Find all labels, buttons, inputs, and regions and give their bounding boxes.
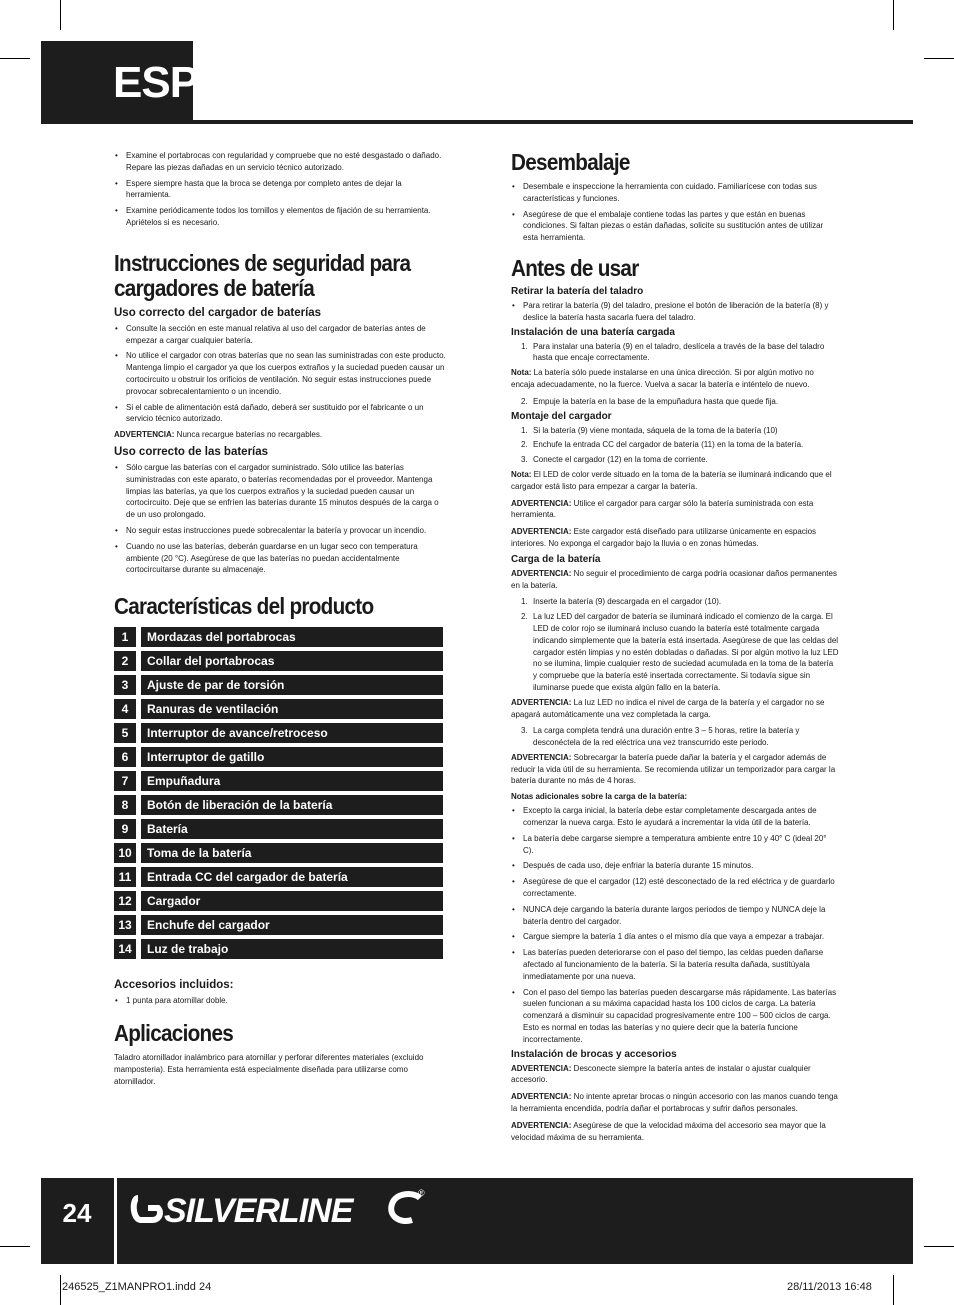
subsection-title: Uso correcto de las baterías xyxy=(114,445,269,458)
registered-mark: ® xyxy=(418,1188,425,1198)
crop-mark xyxy=(0,58,30,59)
feature-row xyxy=(114,675,443,695)
brand-wordmark: SILVERLINE xyxy=(164,1192,353,1230)
list-item: 1. Si la batería (9) viene montada, sáquela de la toma de la batería (10) xyxy=(521,425,778,435)
feature-row xyxy=(114,723,443,743)
note-text: Nota: La batería sólo puede instalarse en una única dirección. Si por algún motivo no encaja adecuadamente, no la fuerce. Vuelva a sacar la batería e inténtelo de nuevo. xyxy=(511,368,814,389)
feature-label: Interruptor de gatillo xyxy=(141,747,443,767)
warning-text: ADVERTENCIA: Utilice el cargador para cargar sólo la batería suministrada con esta herramienta. xyxy=(511,498,814,520)
warning-text: ADVERTENCIA: La luz LED no indica el nivel de carga de la batería y el cargador no se apagará automáticamente una vez completada la carga. xyxy=(511,697,825,719)
features-section xyxy=(114,594,446,963)
feature-label: Mordazas del portabrocas xyxy=(141,627,443,647)
features-table xyxy=(114,623,443,963)
install-steps xyxy=(511,341,839,365)
warning-text: ADVERTENCIA: Nunca recargue baterías no recargables. xyxy=(114,430,323,440)
feature-row xyxy=(114,627,443,647)
left-column xyxy=(114,150,446,1092)
accessories-bullets xyxy=(114,995,446,1007)
charger-bullets xyxy=(114,323,446,425)
feature-label: Cargador xyxy=(141,891,443,911)
warning-text: ADVERTENCIA: Este cargador está diseñado para utilizarse únicamente en espacios interiores. No exponga el cargador bajo la lluvia o en zonas húmedas. xyxy=(511,527,817,548)
silverline-logo xyxy=(130,1184,430,1234)
install-steps xyxy=(511,396,839,408)
feature-number: 7 xyxy=(114,771,136,791)
list-item: • Sólo cargue las baterías con el cargador suministrado. Sólo utilice las baterías suministradas con este aparato, o baterías recomendadas por el proveedor. Mantenga limpias las baterías, ya que los cuerpos extraños y la suciedad pueden causar un cortocircuito. Deje que se enfríen las baterías durante 15 minutos después de la carga o de un uso prolongado. xyxy=(114,462,446,521)
list-item: • Para retirar la batería (9) del taladro, presione el botón de liberación de la batería (8) y deslice la batería hasta sacarla fuera del taladro. xyxy=(511,300,839,324)
header-rule xyxy=(193,120,913,124)
subsection-title: Instalación de brocas y accesorios xyxy=(511,1048,677,1060)
subsection-title: Carga de la batería xyxy=(511,553,601,565)
list-item: • Examine el portabrocas con regularidad y compruebe que no esté desgastado o dañado. Repare las piezas dañadas en un servicio técnico autorizado. xyxy=(114,150,446,174)
crop-mark xyxy=(60,1275,61,1305)
feature-number: 1 xyxy=(114,627,136,647)
list-item: • Desembale e inspeccione la herramienta con cuidado. Familiarícese con todas sus características y funciones. xyxy=(511,181,839,205)
feature-label: Batería xyxy=(141,819,443,839)
feature-number: 13 xyxy=(114,915,136,935)
print-timestamp: 28/11/2013 16:48 xyxy=(787,1281,872,1293)
mount-steps xyxy=(511,425,839,466)
list-item: • No utilice el cargador con otras baterías que no sean las suministradas con este producto. Mantenga limpio el cargador ya que los cuerpos extraños y la suciedad pueden causar un cortocircuito u obstruir los orificios de ventilación. No seguir estas instrucciones puede provocar sobrecalentamiento o un incendio. xyxy=(114,350,446,397)
feature-row xyxy=(114,795,443,815)
warning-text: ADVERTENCIA: No seguir el procedimiento de carga podría ocasionar daños permanentes en la batería. xyxy=(511,568,837,590)
feature-label: Enchufe del cargador xyxy=(141,915,443,935)
crop-mark xyxy=(60,0,61,30)
subsection-title: Accesorios incluidos: xyxy=(114,979,234,992)
warning-text: ADVERTENCIA: Sobrecargar la batería puede dañar la batería y el cargador además de reducir la vida útil de su herramienta. Se recomienda utilizar un temporizador para cargar la batería durante no más de 4 horas. xyxy=(511,752,836,786)
subsection-title: Notas adicionales sobre la carga de la batería: xyxy=(511,792,688,802)
charge-steps xyxy=(511,725,839,749)
list-item: • NUNCA deje cargando la batería durante largos periodos de tiempo y NUNCA deje la batería dentro del cargador. xyxy=(511,904,839,928)
applications-section xyxy=(114,1021,446,1087)
feature-label: Ranuras de ventilación xyxy=(141,699,443,719)
before-use-section xyxy=(511,256,839,1143)
feature-number: 6 xyxy=(114,747,136,767)
crop-mark xyxy=(893,1275,894,1305)
charge-steps xyxy=(511,596,839,693)
accessories-section xyxy=(114,979,446,1007)
feature-row xyxy=(114,867,443,887)
feature-label: Collar del portabrocas xyxy=(141,651,443,671)
feature-row xyxy=(114,939,443,959)
intro-bullets xyxy=(114,150,446,229)
warning-text: ADVERTENCIA: Desconecte siempre la batería antes de instalar o ajustar cualquier accesorio. xyxy=(511,1063,811,1085)
subsection-title: Retirar la batería del taladro xyxy=(511,285,644,297)
feature-number: 3 xyxy=(114,675,136,695)
list-item: • Cargue siempre la batería 1 día antes o el mismo día que vaya a empezar a trabajar. xyxy=(511,931,839,943)
notes-bullets xyxy=(511,805,839,1045)
unpack-bullets xyxy=(511,181,839,244)
list-item: • Si el cable de alimentación está dañado, deberá ser sustituido por el fabricante o un servicio técnico autorizado. xyxy=(114,402,446,426)
list-item: • Con el paso del tiempo las baterías pueden descargarse más rápidamente. Las baterías suelen funcionan a su máxima capacidad hasta los 100 ciclos de carga. La batería comenzará a disminuir su capacidad progresivamente entre 100 – 500 ciclos de carga. Esto es normal en todas las baterías y no quiere decir que la batería funcione incorrectamente. xyxy=(511,987,839,1046)
feature-label: Luz de trabajo xyxy=(141,939,443,959)
list-item: 2. Enchufe la entrada CC del cargador de batería (11) en la toma de la batería. xyxy=(521,440,804,450)
feature-row xyxy=(114,771,443,791)
charger-safety-section xyxy=(114,251,446,576)
list-item: 3. La carga completa tendrá una duración entre 3 – 5 horas, retire la batería y desconéctela de la red eléctrica una vez transcurrido este periodo. xyxy=(521,726,800,748)
language-tab: ESP xyxy=(41,41,193,124)
list-item: 1. Para instalar una batería (9) en el taladro, deslícela a través de la base del taladro hasta que encaje correctamente. xyxy=(521,341,825,363)
subsection-title: Montaje del cargador xyxy=(511,410,612,422)
feature-row xyxy=(114,747,443,767)
feature-number: 8 xyxy=(114,795,136,815)
note-text: Nota: El LED de color verde situado en la toma de la batería se iluminará indicando que el cargador está listo para empezar a cargar la batería. xyxy=(511,469,832,491)
crop-mark xyxy=(893,0,894,30)
applications-text: Taladro atornillador inalámbrico para atornillar y perforar diferentes materiales (excluido mamposteria). Esta herramienta está especialmente diseñada para utilizarse como atornillador. xyxy=(114,1052,424,1086)
warning-text: ADVERTENCIA: No intente apretar brocas o ningún accesorio con las manos cuando tenga la herramienta encendida, podría dañar el portabrocas y sufrir daños personales. xyxy=(511,1092,838,1114)
feature-row xyxy=(114,651,443,671)
section-title: Instrucciones de seguridad para cargadores de batería xyxy=(114,249,411,301)
file-name: 246525_Z1MANPRO1.indd 24 xyxy=(62,1281,212,1293)
list-item: 2. La luz LED del cargador de batería se iluminará indicado el comienzo de la carga. El LED de color rojo se iluminará incluso cuando la batería esté totalmente cargada indicando simplemente que la batería está insertada. Asegúrese de que las celdas del cargador estén limpias y no estén dobladas o dañadas. Si por algún motivo la luz LED no se ilumina, limpie cualquier resto de suciedad acumulada en la toma de la batería y compruebe que la batería esté insertada correctamente. Si todavía sigue sin iluminarse puede que exista algún fallo en la batería. xyxy=(521,612,839,692)
feature-number: 10 xyxy=(114,843,136,863)
section-title: Antes de usar xyxy=(511,254,639,281)
feature-number: 5 xyxy=(114,723,136,743)
list-item: 2. Empuje la batería en la base de la empuñadura hasta que quede fija. xyxy=(521,396,779,406)
list-item: 1. Inserte la batería (9) descargada en el cargador (10). xyxy=(521,597,722,607)
feature-row xyxy=(114,819,443,839)
subsection-title: Instalación de una batería cargada xyxy=(511,326,675,338)
feature-label: Ajuste de par de torsión xyxy=(141,675,443,695)
feature-row xyxy=(114,699,443,719)
list-item: • Asegúrese de que el cargador (12) esté desconectado de la red eléctrica y de guardarlo correctamente. xyxy=(511,876,839,900)
feature-number: 2 xyxy=(114,651,136,671)
warning-text: ADVERTENCIA: Asegúrese de que la velocidad máxima del accesorio sea mayor que la velocidad máxima de su herramienta. xyxy=(511,1120,826,1142)
list-item: • Consulte la sección en este manual relativa al uso del cargador de baterías antes de empezar a cargar cualquier batería. xyxy=(114,323,446,347)
feature-label: Entrada CC del cargador de batería xyxy=(141,867,443,887)
feature-number: 11 xyxy=(114,867,136,887)
intro-section xyxy=(114,150,446,229)
section-title: Desembalaje xyxy=(511,149,630,175)
list-item: • Examine periódicamente todos los tornillos y elementos de fijación de su herramienta. Apriételos si es necesario. xyxy=(114,205,446,229)
list-item: • Las baterías pueden deteriorarse con el paso del tiempo, las celdas pueden dañarse afectado al funcionamiento de la batería. Si la batería resulta dañada, sustitúyala inmediatamente por una nueva. xyxy=(511,947,839,982)
list-item: • La batería debe cargarse siempre a temperatura ambiente entre 10 y 40° C (ideal 20° C). xyxy=(511,833,839,857)
feature-label: Empuñadura xyxy=(141,771,443,791)
crop-mark xyxy=(924,58,954,59)
list-item: • Espere siempre hasta que la broca se detenga por completo antes de dejar la herramienta. xyxy=(114,178,446,202)
list-item: • 1 punta para atornillar doble. xyxy=(114,995,446,1007)
list-item: • Excepto la carga inicial, la batería debe estar completamente descargada antes de comenzar la nueva carga. Esto le ayudará a incrementar la vida útil de la batería. xyxy=(511,805,839,829)
feature-number: 14 xyxy=(114,939,136,959)
feature-number: 12 xyxy=(114,891,136,911)
unpacking-section xyxy=(511,150,839,244)
feature-number: 4 xyxy=(114,699,136,719)
list-item: • No seguir estas instrucciones puede sobrecalentar la batería y provocar un incendio. xyxy=(114,525,446,537)
battery-bullets xyxy=(114,462,446,576)
crop-mark xyxy=(0,1246,30,1247)
feature-row xyxy=(114,843,443,863)
section-title: Aplicaciones xyxy=(114,1019,234,1046)
list-item: • Después de cada uso, deje enfriar la batería durante 15 minutos. xyxy=(511,860,839,872)
feature-label: Interruptor de avance/retroceso xyxy=(141,723,443,743)
crop-mark xyxy=(924,1246,954,1247)
remove-bullets xyxy=(511,300,839,324)
list-item: • Asegúrese de que el embalaje contiene todas las partes y que están en buenas condiciones. Si faltan piezas o están dañadas, solicite su sustitución antes de utilizar esta herramienta. xyxy=(511,209,839,244)
subsection-title: Uso correcto del cargador de baterías xyxy=(114,306,322,319)
footer-divider xyxy=(114,1178,117,1264)
feature-label: Botón de liberación de la batería xyxy=(141,795,443,815)
feature-row xyxy=(114,891,443,911)
feature-label: Toma de la batería xyxy=(141,843,443,863)
feature-row xyxy=(114,915,443,935)
right-column xyxy=(511,150,839,1148)
page-number: 24 xyxy=(62,1198,92,1228)
list-item: 3. Conecte el cargador (12) en la toma de corriente. xyxy=(521,455,708,465)
feature-number: 9 xyxy=(114,819,136,839)
section-title: Características del producto xyxy=(114,593,374,620)
list-item: • Cuando no use las baterías, deberán guardarse en un lugar seco con temperatura ambiente (20 °C). Asegúrese de que las baterías no puedan accidentalmente cortocircuitarse durante su almacenaje. xyxy=(114,541,446,576)
